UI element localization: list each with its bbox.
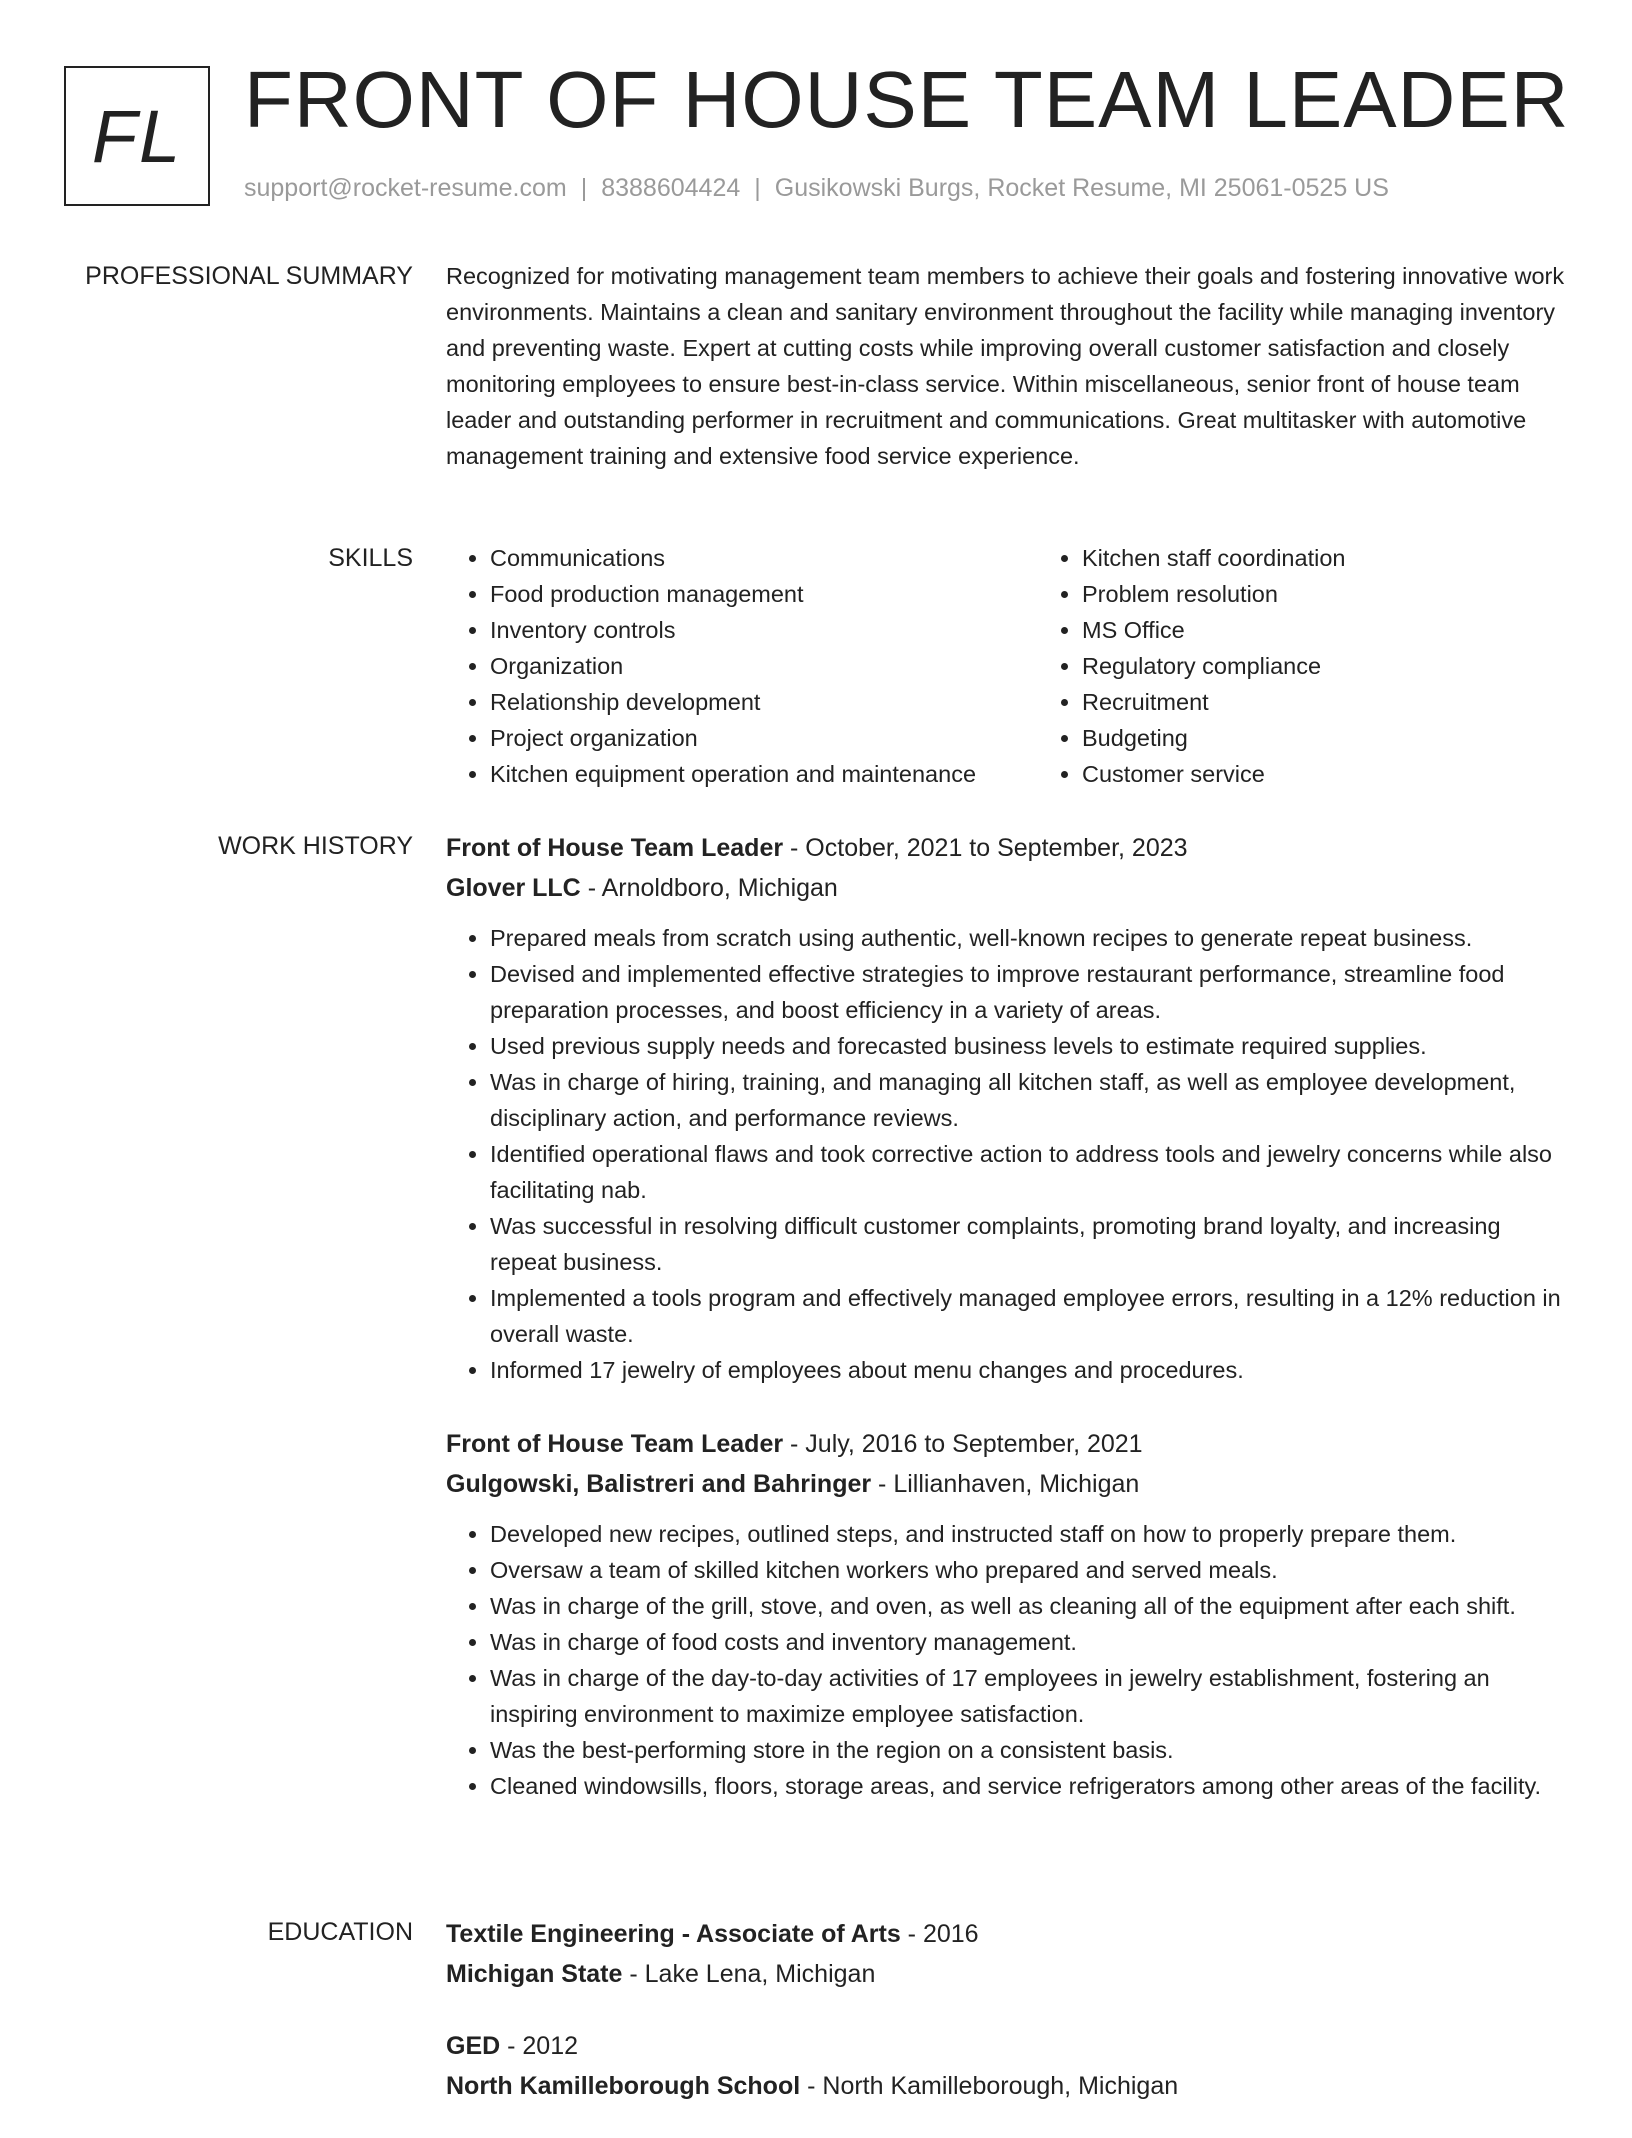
- job-employer: [446, 1464, 1566, 1504]
- degree-heading: [446, 1914, 1566, 1954]
- company-location: - Arnoldboro, Michigan: [580, 874, 838, 902]
- skill-item: • Inventory controls: [490, 612, 1038, 648]
- school-line: [446, 2066, 1566, 2106]
- job-bullet: • Used previous supply needs and forecasted business levels to estimate required supplies.: [490, 1028, 1566, 1064]
- skills-list-right: [1038, 540, 1632, 792]
- initials-monogram: FL: [64, 66, 210, 206]
- school-name: Michigan State: [446, 1960, 623, 1988]
- email: support@rocket-resume.com: [244, 174, 567, 202]
- skill-item: • Kitchen staff coordination: [1082, 540, 1632, 576]
- job-bullet: • Was the best-performing store in the region on a consistent basis.: [490, 1732, 1566, 1768]
- job-bullets: [446, 1516, 1566, 1804]
- job-heading: [446, 1424, 1566, 1464]
- contact-separator: |: [580, 174, 588, 202]
- job-bullet: • Implemented a tools program and effectively managed employee errors, resulting in a 12% reduction in overall waste.: [490, 1280, 1566, 1352]
- degree-heading: [446, 2026, 1566, 2066]
- contact-line: [244, 174, 1389, 203]
- job-bullet: • Was in charge of the day-to-day activities of 17 employees in jewelry establishment, fostering an inspiring environment to maximize employee satisfaction.: [490, 1660, 1566, 1732]
- skill-item: • Regulatory compliance: [1082, 648, 1632, 684]
- skills-label: SKILLS: [328, 544, 413, 572]
- skill-item: • Project organization: [490, 720, 1038, 756]
- job-entry: [446, 1424, 1566, 1804]
- graduation-year: - 2016: [900, 1920, 979, 1948]
- company-name: Gulgowski, Balistreri and Bahringer: [446, 1470, 872, 1498]
- summary-label: PROFESSIONAL SUMMARY: [85, 262, 413, 290]
- contact-separator: |: [754, 174, 761, 202]
- skill-item: • Customer service: [1082, 756, 1632, 792]
- job-dates: - October, 2021 to September, 2023: [783, 834, 1188, 862]
- job-bullet: • Oversaw a team of skilled kitchen workers who prepared and served meals.: [490, 1552, 1566, 1588]
- skill-item: • Relationship development: [490, 684, 1038, 720]
- job-dates: - July, 2016 to September, 2021: [783, 1430, 1143, 1458]
- graduation-year: - 2012: [500, 2032, 579, 2060]
- skills-list-left: [446, 540, 1038, 792]
- work-history-label: WORK HISTORY: [218, 832, 413, 860]
- job-bullet: • Was in charge of hiring, training, and managing all kitchen staff, as well as employee development, disciplinary action, and performance reviews.: [490, 1064, 1566, 1136]
- education-entry: [446, 2026, 1566, 2106]
- job-bullet: • Was successful in resolving difficult customer complaints, promoting brand loyalty, and increasing repeat business.: [490, 1208, 1566, 1280]
- job-bullet: • Identified operational flaws and took corrective action to address tools and jewelry concerns while also facilitating nab.: [490, 1136, 1566, 1208]
- job-bullet: • Cleaned windowsills, floors, storage areas, and service refrigerators among other areas of the facility.: [490, 1768, 1566, 1804]
- degree: Textile Engineering - Associate of Arts: [446, 1920, 901, 1948]
- job-entry: [446, 828, 1566, 1388]
- job-title: Front of House Team Leader: [446, 1430, 784, 1458]
- skill-item: • Problem resolution: [1082, 576, 1632, 612]
- skill-item: • MS Office: [1082, 612, 1632, 648]
- job-bullets: [446, 920, 1566, 1388]
- skill-item: • Organization: [490, 648, 1038, 684]
- summary-text: Recognized for motivating management team members to achieve their goals and fostering innovative work environments. Maintains a clean and sanitary environment throughout the facility while managing inventory and preventing waste. Expert at cutting costs while improving overall customer satisfaction and closely monitoring employees to ensure best-in-class service. Within miscellaneous, senior front of house team leader and outstanding performer in recruitment and communications. Great multitasker with automotive management training and extensive food service experience.: [446, 263, 1565, 469]
- skill-item: • Budgeting: [1082, 720, 1632, 756]
- address: Gusikowski Burgs, Rocket Resume, MI 25061-0525 US: [774, 174, 1389, 202]
- company-location: - Lillianhaven, Michigan: [871, 1470, 1140, 1498]
- company-name: Glover LLC: [446, 874, 581, 902]
- school-location: - Lake Lena, Michigan: [622, 1960, 876, 1988]
- school-line: [446, 1954, 1566, 1994]
- job-bullet: • Was in charge of the grill, stove, and oven, as well as cleaning all of the equipment after each shift.: [490, 1588, 1566, 1624]
- skill-item: • Food production management: [490, 576, 1038, 612]
- skill-item: • Recruitment: [1082, 684, 1632, 720]
- school-location: - North Kamilleborough, Michigan: [800, 2072, 1179, 2100]
- job-heading: [446, 828, 1566, 868]
- degree: GED: [446, 2032, 501, 2060]
- job-bullet: • Devised and implemented effective strategies to improve restaurant performance, streamline food preparation processes, and boost efficiency in a variety of areas.: [490, 956, 1566, 1028]
- job-bullet: • Prepared meals from scratch using authentic, well-known recipes to generate repeat business.: [490, 920, 1566, 956]
- job-title: Front of House Team Leader: [446, 834, 784, 862]
- phone: 8388604424: [601, 174, 741, 202]
- job-employer: [446, 868, 1566, 908]
- job-bullet: • Was in charge of food costs and inventory management.: [490, 1624, 1566, 1660]
- job-bullet: • Developed new recipes, outlined steps, and instructed staff on how to properly prepare them.: [490, 1516, 1566, 1552]
- education-entry: [446, 1914, 1566, 1994]
- job-bullet: • Informed 17 jewelry of employees about menu changes and procedures.: [490, 1352, 1566, 1388]
- skill-item: • Kitchen equipment operation and maintenance: [490, 756, 1038, 792]
- education-label: EDUCATION: [267, 1918, 413, 1946]
- school-name: North Kamilleborough School: [446, 2072, 801, 2100]
- candidate-name: FRONT OF HOUSE TEAM LEADER: [244, 55, 1570, 144]
- skill-item: • Communications: [490, 540, 1038, 576]
